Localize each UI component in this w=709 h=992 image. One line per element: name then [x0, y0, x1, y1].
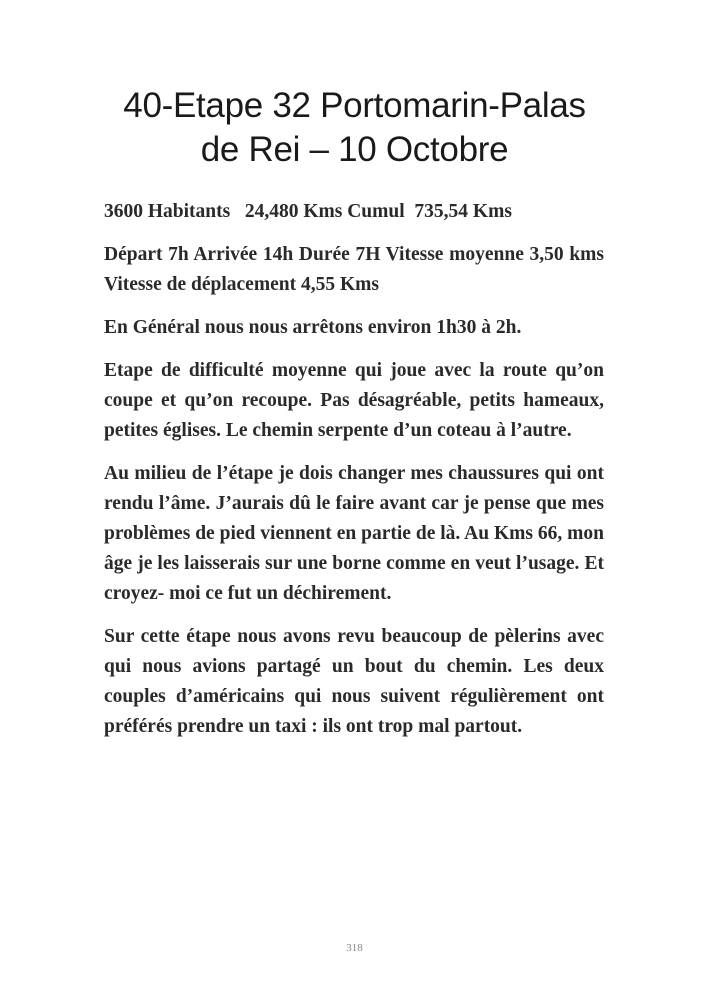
paragraph-pilgrims: Sur cette étape nous avons revu beaucoup de pèlerins avec qui nous avions partagé un bout du chemin. Les deux couples d’américains qui nous suivent régulièrement ont préférés prendre un taxi : ils ont trop mal partout.: [104, 626, 604, 737]
title-line-2: de Rei – 10 Octobre: [200, 130, 509, 169]
paragraph-shoes: Au milieu de l’étape je dois changer mes chaussures qui ont rendu l’âme. J’aurais dû le faire avant car je pense que mes problèmes de pied viennent en partie de là. Au Kms 66, mon âge je les laisserais sur une borne comme en veut l’usage. Et croyez- moi ce fut un déchirement.: [104, 463, 604, 604]
title-line-1: 40-Etape 32 Portomarin-Palas: [123, 86, 586, 125]
page-title: [80, 84, 629, 172]
stats-line: 3600 Habitants 24,480 Kms Cumul 735,54 Kms: [104, 201, 512, 222]
paragraph-route: Etape de difficulté moyenne qui joue avec la route qu’on coupe et qu’on recoupe. Pas désagréable, petits hameaux, petites églises. Le chemin serpente d’un coteau à l’autre.: [104, 360, 604, 441]
body-text: [104, 197, 604, 755]
timing-paragraph: Départ 7h Arrivée 14h Durée 7H Vitesse moyenne 3,50 kms Vitesse de déplacement 4,55 Kms: [104, 244, 604, 295]
stops-paragraph: En Général nous nous arrêtons environ 1h30 à 2h.: [104, 317, 522, 338]
page-number: 318: [346, 942, 363, 954]
